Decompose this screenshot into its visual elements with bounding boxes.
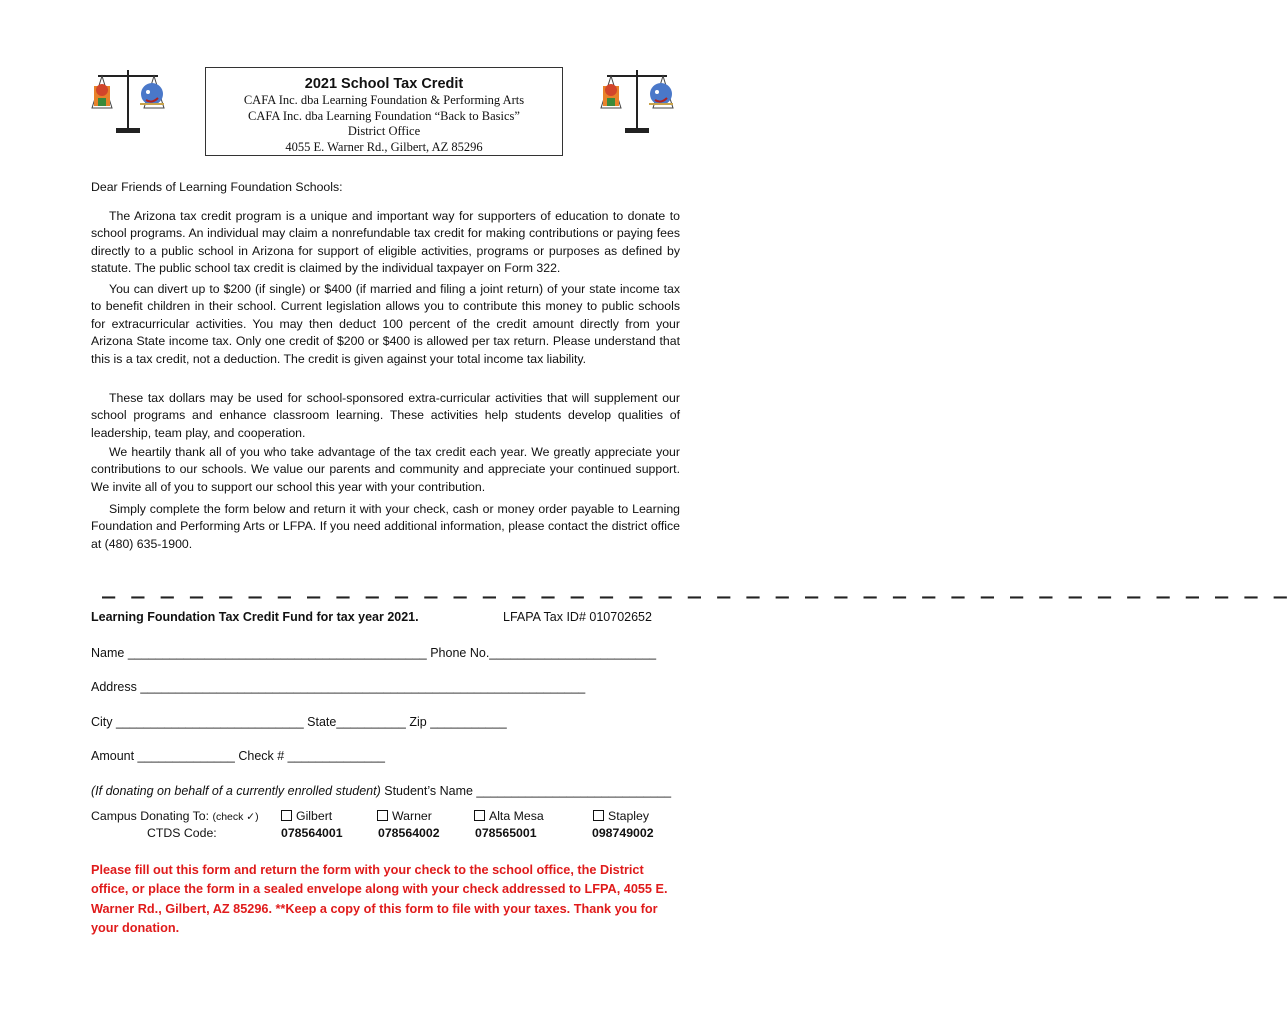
ctds-code-stapley: 098749002 xyxy=(592,826,654,840)
campus-name: Stapley xyxy=(608,809,650,823)
checkbox-icon[interactable] xyxy=(593,810,604,821)
paragraph-4 xyxy=(91,444,680,496)
campus-name: Alta Mesa xyxy=(489,809,544,823)
student-name-field[interactable]: Student’s Name ____________________________ xyxy=(380,784,672,798)
name-phone-field[interactable]: Name ___________________________________________ Phone No.________________________ xyxy=(91,646,657,660)
checkbox-icon[interactable] xyxy=(281,810,292,821)
tax-id: LFAPA Tax ID# 010702652 xyxy=(503,610,652,624)
salutation: Dear Friends of Learning Foundation Schools: xyxy=(91,180,343,194)
org-name-line: CAFA Inc. dba Learning Foundation & Performing Arts xyxy=(243,93,525,107)
paragraph-2 xyxy=(91,281,680,368)
org-dba-line: CAFA Inc. dba Learning Foundation “Back to Basics” xyxy=(248,108,520,123)
scales-logo-left xyxy=(88,64,168,138)
paragraph-2-text: You can divert up to $200 (if single) or $400 (if married and filing a joint return) of your state income tax to benefit children in their school. Current legislation allows you to contribute this money to public schools for extracurricular activities. You may then deduct 100 percent of the credit amount directly from your Arizona State income tax. Only one credit of $200 or $400 is allowed per tax return. Please understand that this is a tax credit, not a deduction. The credit is given against your total income tax liability. xyxy=(91,282,680,366)
campus-label-row xyxy=(91,809,259,823)
ctds-code-gilbert: 078564001 xyxy=(281,826,343,840)
student-note: (If donating on behalf of a currently enrolled student) xyxy=(91,784,381,798)
campus-option-stapley[interactable] xyxy=(593,809,649,823)
city-state-zip-field[interactable]: City ___________________________ State__________ Zip ___________ xyxy=(91,715,507,729)
return-instructions: Please fill out this form and return the form with your check to the school office, the District office, or place the form in a sealed envelope along with your check addressed to LFPA, 4055 E. Warner Rd., Gilbert, AZ 85296. **Keep a copy of this form to file with your taxes. Thank you for your donation. xyxy=(91,863,668,935)
paragraph-1-text: The Arizona tax credit program is a unique and important way for supporters of education to donate to school programs. An individual may claim a nonrefundable tax credit for making contributions or paying fees directly to a public school in Arizona for support of eligible activities, programs or purposes as defined by statute. The public school tax credit is claimed by the individual taxpayer on Form 322. xyxy=(91,209,680,276)
document-title: 2021 School Tax Credit xyxy=(304,76,464,92)
address-field[interactable]: Address ________________________________________________________________ xyxy=(91,680,586,694)
check-hint: (check ✓) xyxy=(212,811,259,823)
paragraph-1 xyxy=(91,208,680,278)
address-line: 4055 E. Warner Rd., Gilbert, AZ 85296 xyxy=(285,139,483,154)
campus-option-alta-mesa[interactable] xyxy=(474,809,544,823)
campus-label: Campus Donating To: xyxy=(91,809,210,823)
checkbox-icon[interactable] xyxy=(377,810,388,821)
paragraph-3-text: These tax dollars may be used for school-sponsored extra-curricular activities that will supplement our school programs and enhance classroom learning. These activities help students develop qualities of leadership, team play, and cooperation. xyxy=(91,391,680,440)
amount-check-field[interactable]: Amount ______________ Check # ______________ xyxy=(91,749,386,763)
student-name-row[interactable] xyxy=(91,784,671,798)
ctds-code-alta-mesa: 078565001 xyxy=(475,826,537,840)
ctds-label: CTDS Code: xyxy=(147,826,217,840)
paragraph-5 xyxy=(91,501,680,553)
paragraph-5-text: Simply complete the form below and return it with your check, cash or money order payable to Learning Foundation and Performing Arts or LFPA. If you need additional information, please contact the district office at (480) 635-1900. xyxy=(91,502,680,551)
ctds-code-warner: 078564002 xyxy=(378,826,440,840)
cut-line: _ _ _ _ _ _ _ _ _ _ _ _ _ _ _ _ _ _ _ _ _ _ _ _ _ _ _ _ _ _ _ _ _ _ _ _ _ _ _ _ _ xyxy=(102,574,1288,599)
letterhead-box xyxy=(205,67,563,156)
scales-logo-right xyxy=(597,64,677,138)
checkbox-icon[interactable] xyxy=(474,810,485,821)
campus-name: Gilbert xyxy=(296,809,333,823)
paragraph-4-text: We heartily thank all of you who take advantage of the tax credit each year. We greatly appreciate your contributions to our schools. We value our parents and community and appreciate your continued support. We invite all of you to support our school this year with your contribution. xyxy=(91,445,680,494)
campus-option-gilbert[interactable] xyxy=(281,809,332,823)
fund-title: Learning Foundation Tax Credit Fund for tax year 2021. xyxy=(91,610,419,624)
campus-name: Warner xyxy=(392,809,432,823)
district-office-line: District Office xyxy=(347,124,421,138)
campus-option-warner[interactable] xyxy=(377,809,432,823)
paragraph-3 xyxy=(91,390,680,442)
